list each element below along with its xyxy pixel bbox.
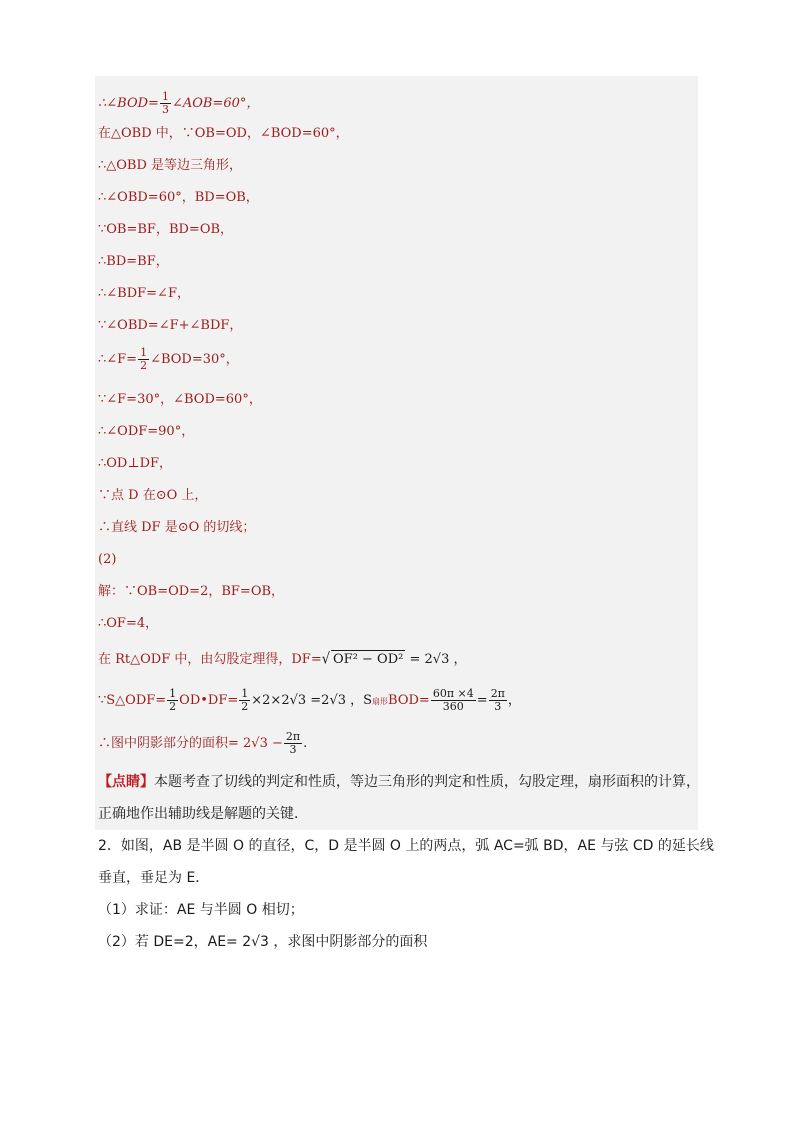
fraction: $\frac{60\pi \times 4}{360}$: [432, 687, 474, 713]
proof-text: ×2×2√3 =2√3 ，S: [251, 693, 373, 708]
proof-text: =: [476, 693, 488, 708]
proof-text: ∴∠BOD=: [98, 96, 159, 111]
proof-text: = 2√3 ，: [405, 652, 467, 667]
proof-text: ，: [507, 693, 521, 708]
sqrt-sign: √: [321, 650, 331, 669]
proof-line-3: ∴△OBD 是等边三角形，: [98, 158, 243, 173]
fraction: $\frac{2\pi}{3}$: [285, 730, 301, 756]
proof-text: .: [303, 736, 308, 751]
question-part-1: （1）求证：AE 与半圆 O 相切；: [98, 902, 304, 918]
question-line-1: 2．如图，AB 是半圆 O 的直径，C，D 是半圆 O 上的两点，弧 AC=弧 BD，AE 与弦 CD 的延长线: [98, 838, 714, 854]
fraction: $\frac{1}{3}$: [161, 90, 169, 116]
comment-text: 本题考查了切线的判定和性质，等边三角形的判定和性质，勾股定理，扇形面积的计算，: [154, 774, 700, 790]
proof-line-5: ∵OB=BF，BD=OB，: [98, 222, 234, 237]
question-part-2: （2）若 DE=2，AE= 2√3 ，求图中阴影部分的面积: [98, 934, 428, 950]
proof-text: 在 Rt△ODF 中，由勾股定理得，DF=: [98, 652, 322, 667]
solution-line-3: [98, 650, 466, 669]
proof-line-11: ∴∠ODF=90°，: [98, 424, 195, 439]
part-2-label: (2): [98, 552, 117, 567]
proof-line-1: [98, 91, 259, 116]
solution-line-2: ∴OF=4，: [98, 616, 159, 631]
proof-text: BOD=: [388, 693, 430, 708]
proof-text: ∴∠F=: [98, 352, 138, 367]
fraction: $\frac{2\pi}{3}$: [490, 687, 505, 713]
solution-line-4: [98, 688, 521, 713]
radicand: OF² − OD²: [333, 652, 404, 667]
proof-line-14: ∴直线 DF 是⊙O 的切线；: [98, 520, 256, 535]
proof-line-8: ∵∠OBD=∠F+∠BDF，: [98, 318, 243, 333]
question-line-2: 垂直，垂足为 E．: [98, 870, 210, 886]
proof-line-4: ∴∠OBD=60°，BD=OB，: [98, 190, 259, 205]
proof-text: ∴图中阴影部分的面积= 2√3 −: [98, 736, 283, 751]
fraction: $\frac{1}{2}$: [241, 687, 249, 713]
proof-line-2: 在△OBD 中，∵OB=OD，∠BOD=60°，: [98, 126, 349, 141]
proof-text: ∠BOD=30°，: [150, 352, 239, 367]
proof-line-7: ∴∠BDF=∠F，: [98, 286, 190, 301]
solution-line-5: [98, 731, 307, 756]
proof-line-13: ∵点 D 在⊙O 上，: [98, 488, 208, 503]
proof-line-9: [98, 347, 239, 372]
proof-line-12: ∴OD⊥DF，: [98, 456, 173, 471]
subscript: 扇形: [372, 697, 389, 706]
comment-line-2: 正确地作出辅助线是解题的关键．: [98, 806, 308, 822]
proof-line-6: ∴BD=BF，: [98, 254, 169, 269]
solution-line-1: 解：∵OB=OD=2，BF=OB，: [98, 584, 285, 599]
proof-line-10: ∵∠F=30°，∠BOD=60°，: [98, 392, 262, 407]
fraction: $\frac{1}{2}$: [140, 346, 148, 372]
proof-text: ∵S△ODF=: [98, 693, 167, 708]
proof-text: OD•DF=: [179, 693, 239, 708]
comment-tag: 【点睛】: [98, 774, 154, 790]
proof-text: ∠AOB=60°，: [171, 96, 260, 111]
fraction: $\frac{1}{2}$: [169, 687, 177, 713]
comment-line-1: [98, 772, 700, 792]
